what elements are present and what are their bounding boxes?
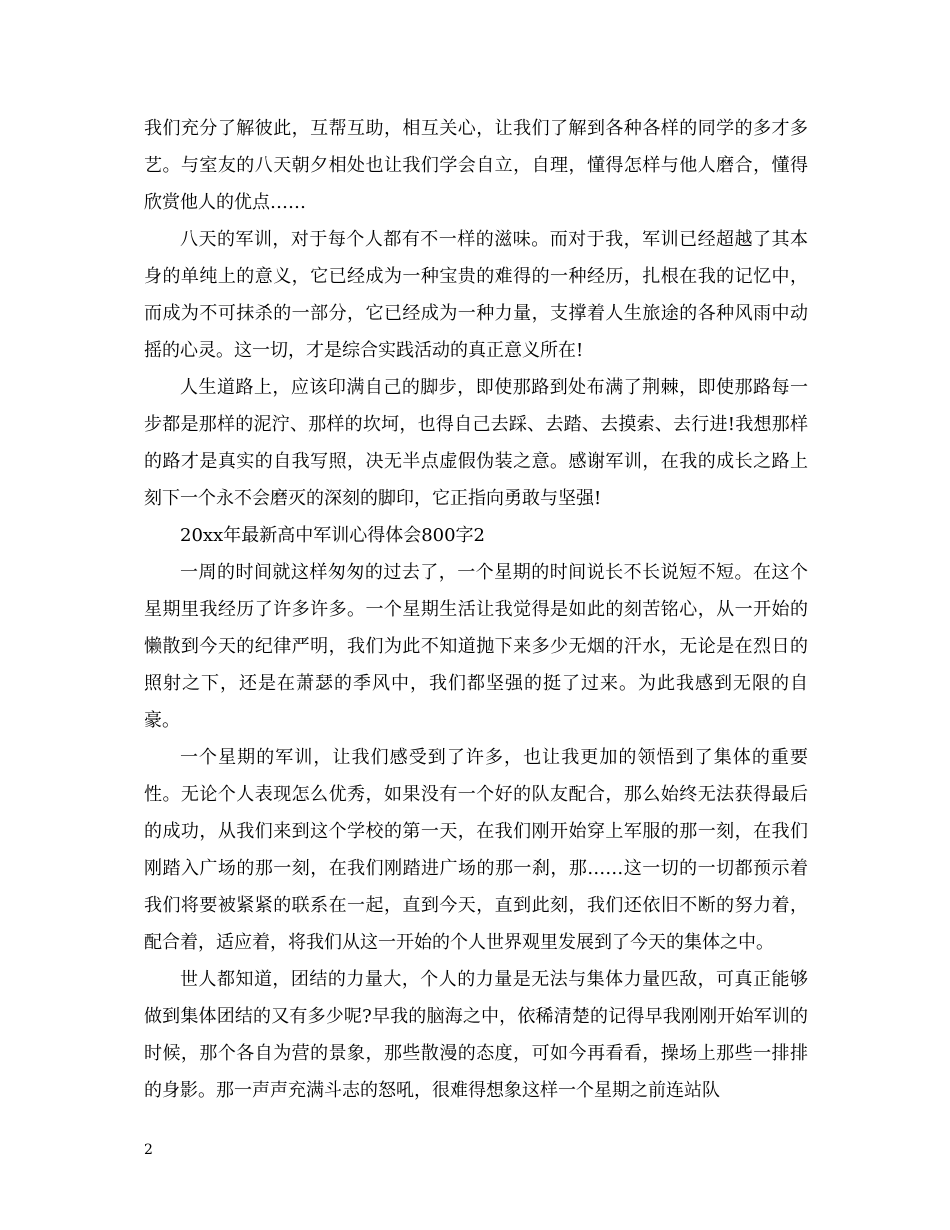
section-heading: 20xx年最新高中军训心得体会800字2 — [180, 525, 486, 546]
paragraph-6: 世人都知道，团结的力量大，个人的力量是无法与集体力量匹敌，可真正能够做到集体团结的又有多少呢?早我的脑海之中，依稀清楚的记得早我刚刚开始军训的时候，那个各自为营的景象，那些散漫的态度，可如今再看看，操场上那些一排排的身影。那一声声充满斗志的怒吼，很难得想象这样一个星期之前连站队 — [144, 969, 808, 1101]
paragraph-4: 一周的时间就这样匆匆的过去了，一个星期的时间说长不长说短不短。在这个星期里我经历了许多许多。一个星期生活让我觉得是如此的刻苦铭心，从一开始的懒散到今天的纪律严明，我们为此不知道抛下来多少无烟的汗水，无论是在烈日的照射之下，还是在萧瑟的季风中，我们都坚强的挺了过来。为此我感到无限的自豪。 — [144, 562, 808, 731]
paragraph-3: 人生道路上，应该印满自己的脚步，即使那路到处布满了荆棘，即使那路每一步都是那样的泥泞、那样的坎坷，也得自己去踩、去踏、去摸索、去行进!我想那样的路才是真实的自我写照，决无半点虚假伪装之意。感谢军训，在我的成长之路上刻下一个永不会磨灭的深刻的脚印，它正指向勇敢与坚强! — [144, 377, 808, 509]
paragraph-5: 一个星期的军训，让我们感受到了许多，也让我更加的领悟到了集体的重要性。无论个人表现怎么优秀，如果没有一个好的队友配合，那么始终无法获得最后的成功，从我们来到这个学校的第一天，在我们刚开始穿上军服的那一刻，在我们刚踏入广场的那一刻，在我们刚踏进广场的那一刹，那……这一切的一切都预示着我们将要被紧紧的联系在一起，直到今天，直到此刻，我们还依旧不断的努力着，配合着，适应着，将我们从这一开始的个人世界观里发展到了今天的集体之中。 — [144, 747, 808, 953]
paragraph-2: 八天的军训，对于每个人都有不一样的滋味。而对于我，军训已经超越了其本身的单纯上的意义，它已经成为一种宝贵的难得的一种经历，扎根在我的记忆中，而成为不可抹杀的一部分，它已经成为一种力量，支撑着人生旅途的各种风雨中动摇的心灵。这一切，才是综合实践活动的真正意义所在! — [144, 229, 808, 361]
document-body — [144, 110, 808, 1109]
page-number: 2 — [144, 1142, 153, 1158]
paragraph-1: 我们充分了解彼此，互帮互助，相互关心，让我们了解到各种各样的同学的多才多艺。与室友的八天朝夕相处也让我们学会自立，自理，懂得怎样与他人磨合，懂得欣赏他人的优点…… — [144, 118, 808, 213]
